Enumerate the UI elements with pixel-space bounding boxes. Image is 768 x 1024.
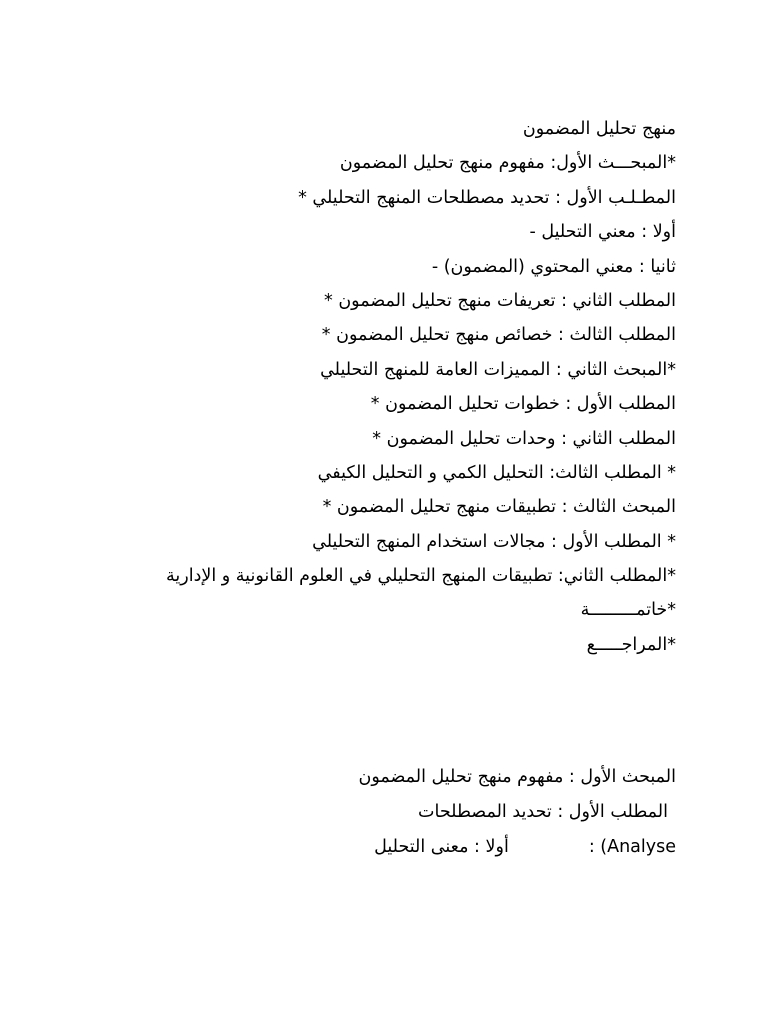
toc-line: المبحث الثالث : تطبيقات منهج تحليل المضمون * (322, 497, 676, 518)
definition-line (136, 830, 676, 865)
toc-line: المطلب الأول : خطوات تحليل المضمون * (370, 394, 676, 415)
toc-title: منهج تحليل المضمون (522, 119, 676, 139)
toc-line: المطلب الثالث : خصائص منهج تحليل المضمون * (321, 325, 676, 346)
toc-line: المطلب الثاني : وحدات تحليل المضمون * (372, 428, 676, 449)
toc-line: *المطلب الثاني: تطبيقات المنهج التحليلي في العلوم القانونية و الإدارية (166, 566, 676, 587)
toc-line: أولا : معني التحليل - (529, 222, 676, 243)
table-of-contents (136, 112, 676, 662)
toc-line: *المراجـــــع (586, 634, 676, 655)
toc-line: المطلب الثاني : تعريفات منهج تحليل المضمون * (324, 291, 676, 312)
toc-line: * المطلب الأول : مجالات استخدام المنهج التحليلي (312, 531, 676, 552)
section-heading: المبحث الأول : مفهوم منهج تحليل المضمون (358, 767, 676, 787)
analyse-term: : (Analyse (588, 837, 676, 857)
toc-line: *المبحـــث الأول: مفهوم منهج تحليل المضمون (339, 153, 676, 174)
toc-line: المطـلـب الأول : تحديد مصطلحات المنهج التحليلي * (298, 187, 676, 208)
section-subheading: المطلب الأول : تحديد المصطلحات (418, 802, 668, 822)
definition-label: أولا : معنى التحليل (374, 837, 509, 857)
toc-line: *خاتمـــــــــة (580, 600, 676, 621)
toc-line: * المطلب الثالث: التحليل الكمي و التحليل الكيفي (317, 463, 676, 484)
toc-line: ثانيا : معني المحتوي (المضمون) - (431, 256, 676, 277)
toc-line: *المبحث الثاني : المميزات العامة للمنهج التحليلي (320, 359, 676, 380)
section-body (136, 760, 676, 865)
